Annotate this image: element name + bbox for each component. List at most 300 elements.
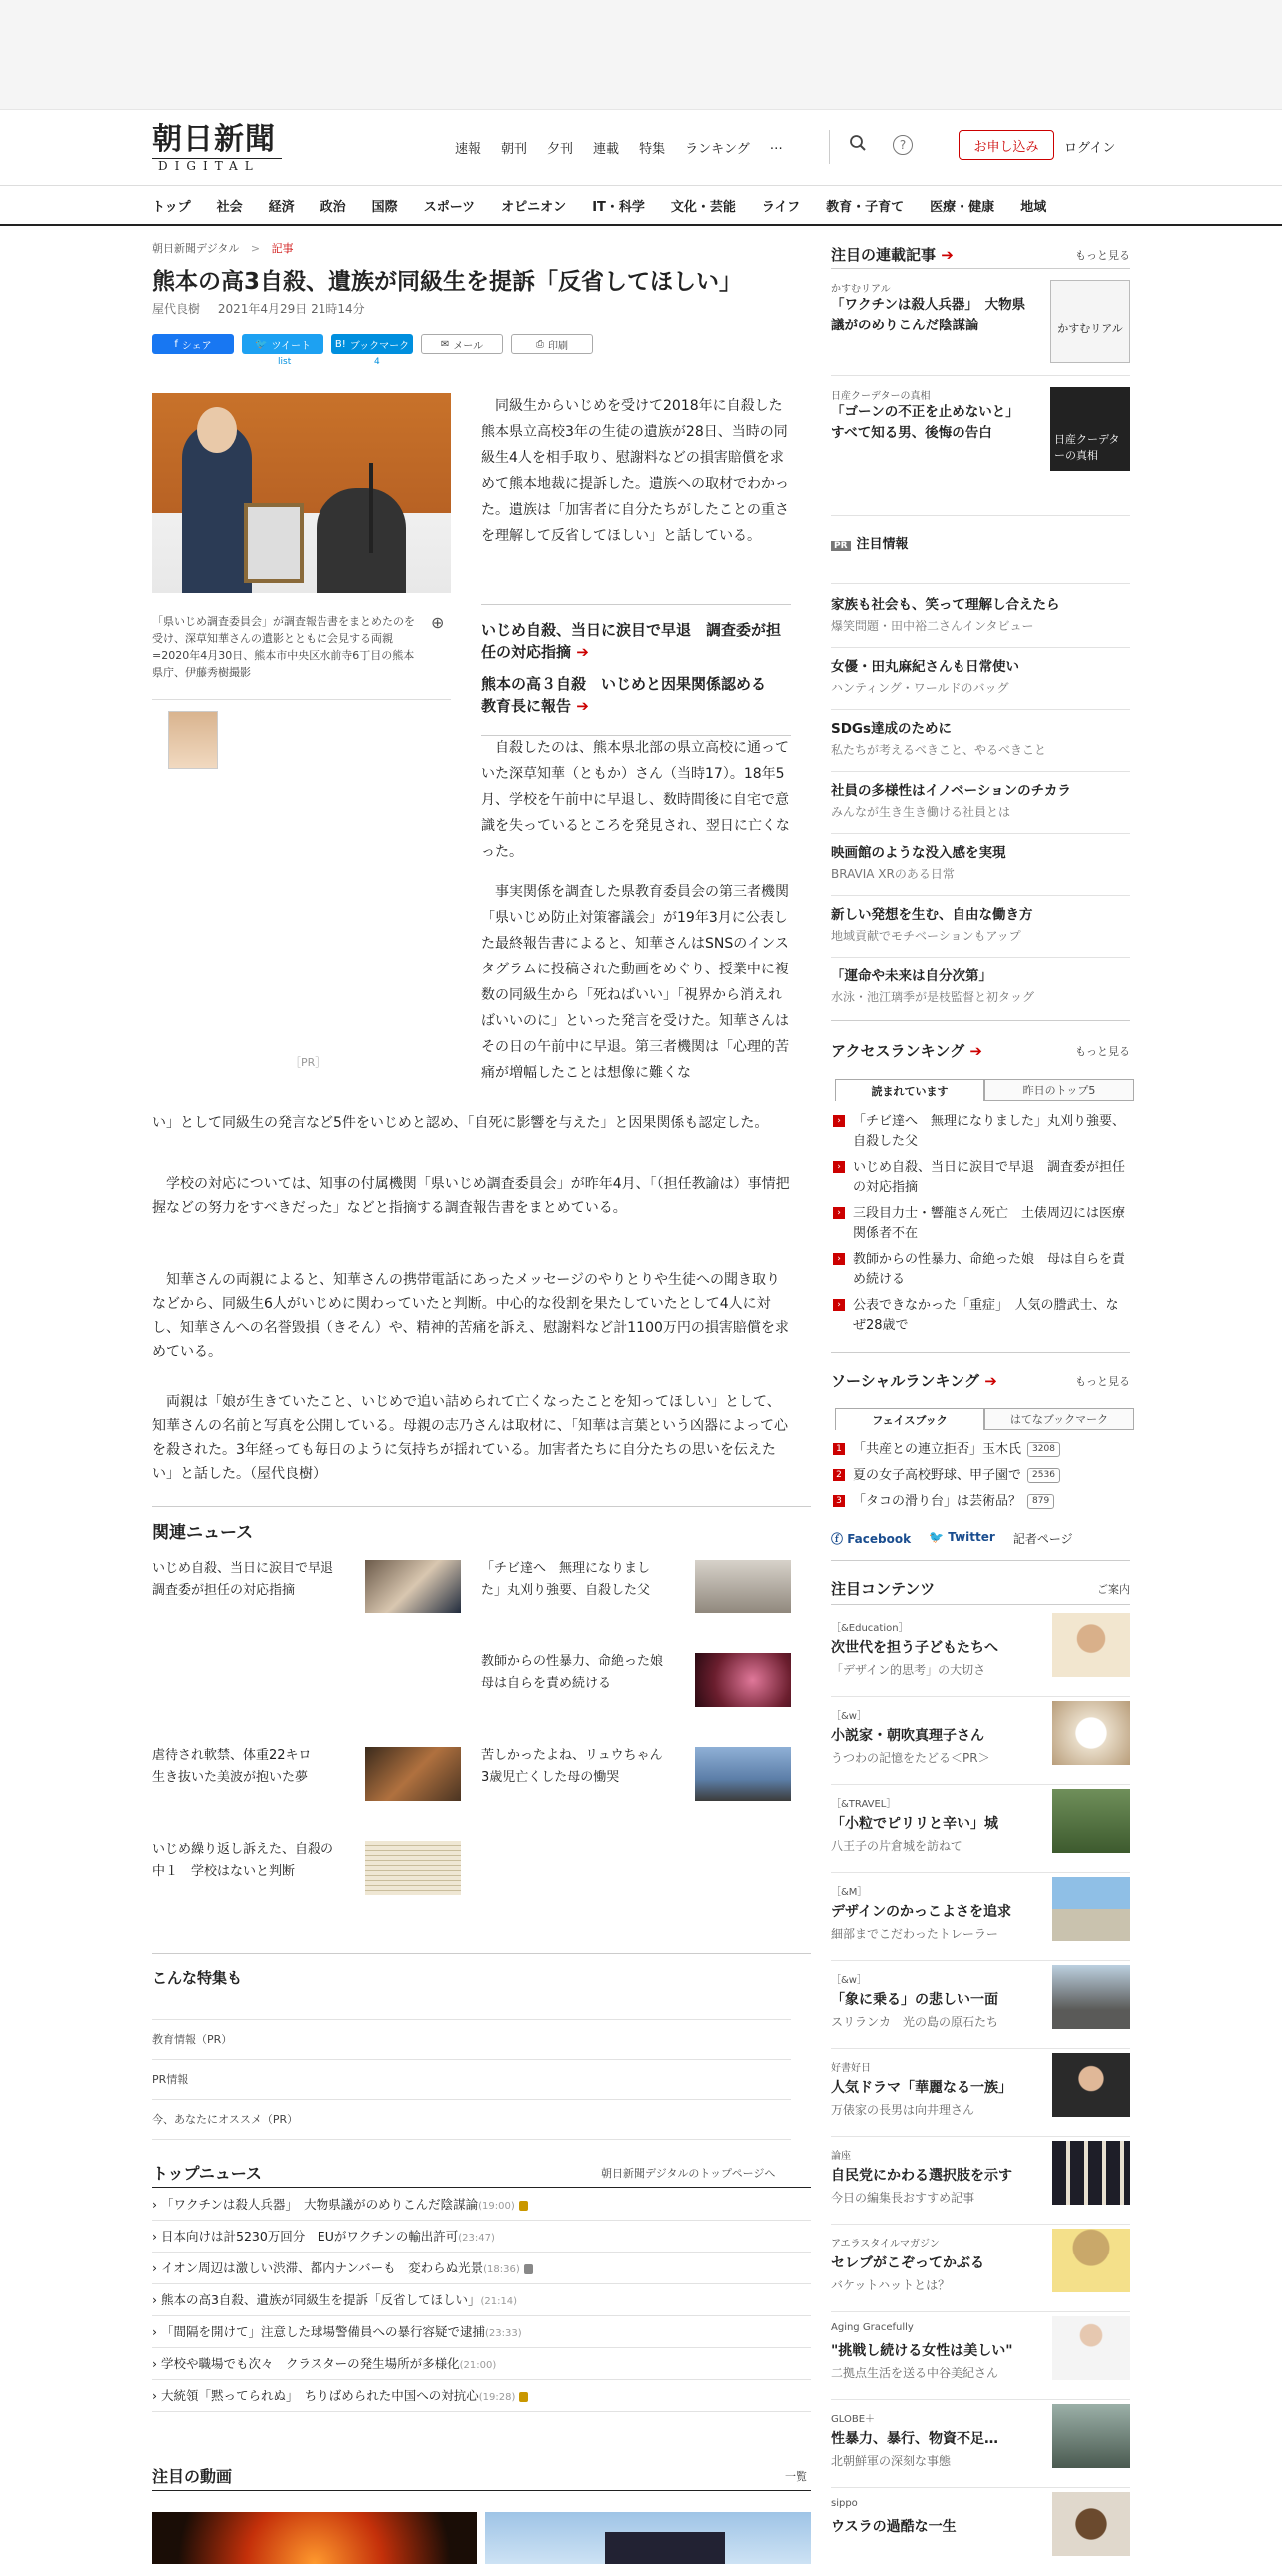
content-cat: sippo xyxy=(831,2498,858,2509)
related-link-2[interactable] xyxy=(481,673,791,717)
breadcrumb xyxy=(152,240,294,256)
rank-number-icon: 1 xyxy=(833,1443,845,1455)
topnav-ranking[interactable]: ランキング xyxy=(685,142,750,157)
content-thumb xyxy=(1052,2141,1130,2205)
social-ranking-item[interactable] xyxy=(831,1492,1130,1512)
related-link-1[interactable] xyxy=(481,619,791,663)
rank-number-icon: › xyxy=(833,1161,845,1173)
serial-more-link[interactable]: もっと見る xyxy=(1075,248,1130,262)
facebook-share-label: シェア xyxy=(181,340,212,352)
content-thumb xyxy=(1052,1789,1130,1853)
rank-number-icon: 2 xyxy=(833,1469,845,1481)
nav-life[interactable]: ライフ xyxy=(761,199,801,215)
content-thumb xyxy=(1052,2053,1130,2117)
article-paragraph-3b: い」として同級生の発言など5件をいじめと認め、「自死に影響を与えた」と因果関係も認定した。 xyxy=(152,1115,769,1131)
related-news-heading: 関連ニュース xyxy=(152,1523,254,1543)
photo-portrait-frame xyxy=(244,503,304,583)
logo-main: 朝日新聞 xyxy=(152,122,276,157)
access-ranking-header xyxy=(831,1040,1130,1061)
pr-item-sub: BRAVIA XRのある日常 xyxy=(831,867,955,881)
tokushu-item[interactable]: PR情報 xyxy=(152,2073,189,2086)
twitter-icon: 🐦 xyxy=(929,1530,949,1544)
content-title: 「小粒でピリリと辛い」城 xyxy=(831,1816,998,1832)
content-item[interactable] xyxy=(831,2492,1130,2576)
content-header xyxy=(831,1578,1130,1599)
mail-label: メール xyxy=(453,340,484,352)
pr-item-title: 女優・田丸麻紀さんも日常使い xyxy=(831,659,1019,675)
ranking-item[interactable] xyxy=(831,1112,1130,1152)
content-title: 性暴力、暴行、物資不足… xyxy=(831,2431,998,2447)
content-cat: アエラスタイルマガジン xyxy=(831,2239,940,2250)
pr-item-sub: 爆笑問題・田中裕二さんインタビュー xyxy=(831,619,1034,633)
content-thumb xyxy=(1052,1613,1130,1677)
pr-item-title: SDGs達成のために xyxy=(831,721,953,737)
list-divider xyxy=(152,2059,791,2060)
share-count: 879 xyxy=(1027,1494,1054,1509)
related-link-1-text: いじめ自殺、当日に涙目で早退 調査委が担任の対応指摘 xyxy=(481,621,782,661)
top-ad-band xyxy=(0,0,1282,110)
ranking-item[interactable] xyxy=(831,1250,1130,1290)
twitter-follow-link[interactable] xyxy=(929,1530,995,1547)
serial-item-title: 「ゴーンの不正を止めないと」すべて知る男、後悔の告白 xyxy=(831,404,1019,441)
ranking-item-title: 公表できなかった「重症」 人気の謄武士、なぜ28歳で xyxy=(853,1298,1119,1333)
content-item[interactable] xyxy=(831,2229,1130,2312)
serial-item[interactable] xyxy=(831,280,1130,369)
header-icons xyxy=(849,134,913,156)
content-item[interactable] xyxy=(831,2141,1130,2225)
top-news-item[interactable] xyxy=(152,2253,811,2284)
top-news-title: 日本向けは計5230万回分 EUがワクチンの輸出許可 xyxy=(160,2229,459,2244)
pr-item[interactable] xyxy=(831,657,1130,698)
ranking-item-title: いじめ自殺、当日に涙目で早退 調査委が担任の対応指摘 xyxy=(853,1160,1126,1195)
related-news-thumb[interactable] xyxy=(695,1653,791,1707)
nav-international[interactable]: 国際 xyxy=(371,199,398,215)
ranking-item-title: 「チビ達へ 無理になりました」丸刈り強要、自殺した父 xyxy=(853,1114,1126,1149)
ranking-item-title: 教師からの性暴力、命絶った娘 母は自らを責め続ける xyxy=(853,1252,1126,1287)
tokushu-heading: こんな特集も xyxy=(152,1969,243,1987)
related-news-thumb[interactable] xyxy=(695,1747,791,1801)
pr-ad-label: ［PR］ xyxy=(290,1056,326,1069)
content-info-link[interactable]: ご案内 xyxy=(1097,1582,1130,1596)
content-title: 「象に乗る」の悲しい一面 xyxy=(831,1992,998,2008)
top-news-time: (18:36) xyxy=(483,2264,520,2275)
pr-badge: PR xyxy=(831,541,851,551)
sidebar-divider xyxy=(831,895,1130,896)
hatena-bookmark-button[interactable] xyxy=(331,334,413,354)
pr-item-title: 家族も社会も、笑って理解し合えたら xyxy=(831,597,1060,613)
ranking-item-title: 三段目力士・響龍さん死亡 土俵周辺には医療関係者不在 xyxy=(853,1206,1126,1241)
videos-divider xyxy=(152,2490,811,2491)
search-icon[interactable] xyxy=(849,134,867,156)
pr-item[interactable] xyxy=(831,966,1130,1007)
lock-icon xyxy=(519,2201,528,2211)
rank-number-icon: 3 xyxy=(833,1495,845,1507)
top-news-time: (23:47) xyxy=(458,2233,495,2244)
topnav-yukan[interactable]: 夕刊 xyxy=(547,142,574,157)
content-thumb xyxy=(1052,1877,1130,1941)
serial-item-category: 日産クーデターの真相 xyxy=(831,391,931,402)
ranking-item[interactable] xyxy=(831,1158,1130,1198)
content-title: 次世代を担う子どもたちへ xyxy=(831,1640,998,1656)
article-paragraph-6: 両親は「娘が生きていたこと、いじめで追い詰められて亡くなったことを知ってほしい」として、知華さんの名前と写真を公開している。母親の志乃さんは取材に、「知華は言葉という凶器によって心を殺された。3年経っても毎日のように気持ちが揺れている。加害者たちに自分たちの思いを伝えたい」と話した。（屋代良樹） xyxy=(152,1394,788,1482)
print-label: 印刷 xyxy=(548,340,568,352)
list-divider xyxy=(152,2019,791,2020)
subscribe-button[interactable]: お申し込み xyxy=(959,130,1054,160)
twitter-icon: 🐦 xyxy=(255,338,268,350)
content-title: デザインのかっこよさを追求 xyxy=(831,1904,1012,1920)
nav-politics[interactable]: 政治 xyxy=(320,199,346,215)
content-heading: 注目コンテンツ xyxy=(831,1580,936,1598)
related-news-item[interactable]: 苦しかったよね、リュウちゃん 3歳児亡くした母の慟哭 xyxy=(481,1748,676,1785)
top-news-time: (23:33) xyxy=(485,2328,522,2339)
video-thumb-train[interactable] xyxy=(485,2512,811,2564)
top-news-item[interactable] xyxy=(152,2221,811,2253)
content-cat: ［&TRAVEL］ xyxy=(831,1799,897,1810)
rank-number-icon: › xyxy=(833,1253,845,1265)
tokushu-item[interactable]: 教育情報（PR） xyxy=(152,2033,233,2046)
article-photo[interactable] xyxy=(152,393,451,593)
content-title: 人気ドラマ「華麗なる一族」 xyxy=(831,2080,1012,2096)
content-item[interactable] xyxy=(831,2053,1130,2137)
content-sub: 万俵家の長男は向井理さん xyxy=(831,2103,975,2117)
top-news-item[interactable] xyxy=(152,2284,811,2316)
top-news-time: (19:00) xyxy=(478,2201,515,2212)
top-page-link[interactable]: 朝日新聞デジタルのトップページへ xyxy=(601,2167,776,2180)
nav-economy[interactable]: 経済 xyxy=(268,199,295,215)
arrow-right-icon: ➔ xyxy=(576,697,589,715)
ranking-item[interactable] xyxy=(831,1296,1130,1336)
sidebar-divider xyxy=(831,1352,1130,1353)
topnav-rensai[interactable]: 連載 xyxy=(593,142,620,157)
sidebar-divider xyxy=(831,1560,1130,1561)
social-ranking-item[interactable] xyxy=(831,1440,1130,1460)
nav-education[interactable]: 教育・子育て xyxy=(826,199,905,215)
top-news-heading: トップニュース xyxy=(152,2164,262,2183)
pr-item[interactable] xyxy=(831,781,1130,822)
site-logo[interactable] xyxy=(152,124,282,173)
tokushu-item[interactable]: 今、あなたにオススメ（PR） xyxy=(152,2113,299,2126)
more-menu-icon[interactable]: … xyxy=(769,138,783,153)
nav-region[interactable]: 地域 xyxy=(1020,199,1047,215)
mail-icon: ✉ xyxy=(440,338,450,350)
pr-item[interactable] xyxy=(831,905,1130,946)
sidebar-divider xyxy=(831,1604,1130,1605)
chevron-right-icon: › xyxy=(152,2356,161,2371)
content-sub: 八王子の片倉城を訪ねて xyxy=(831,1839,962,1853)
serial-header xyxy=(831,244,1130,265)
social-tabs xyxy=(835,1408,1134,1430)
print-button[interactable] xyxy=(511,334,593,354)
twitter-link-label: Twitter xyxy=(948,1530,995,1544)
article-paragraph-4: 学校の対応については、知事の付属機関「県いじめ調査委員会」が昨年4月、「（担任教諭は）事情把握などの努力をすべきだった」などと指摘する調査報告書をまとめている。 xyxy=(152,1176,790,1216)
facebook-follow-link[interactable] xyxy=(831,1530,911,1547)
top-news-item[interactable] xyxy=(152,2316,811,2348)
top-news-time: (19:28) xyxy=(478,2392,516,2403)
photo-person-mother xyxy=(317,488,406,593)
sidebar-divider xyxy=(831,515,1130,516)
content-title: "挑戦し続ける女性は美しい" xyxy=(831,2343,1013,2359)
article-paragraph-5: 知華さんの両親によると、知華さんの携帯電話にあったメッセージのやりとりや生徒への聞き取りなどから、同級生6人がいじめに関わっていたと判断。中心的な役割を果たしていたとして4人に対し、知華さんへの名誉毀損（きそん）や、精神的苦痛を訴え、慰謝料など計1100万円の損害賠償を求めている。 xyxy=(152,1272,789,1360)
top-news-title: 熊本の高3自殺、遺族が同級生を提訴「反省してほしい」 xyxy=(160,2292,481,2307)
hatena-label: ブックマーク xyxy=(349,340,410,352)
related-news-item[interactable]: いじめ繰り返し訴えた、自殺の中１ 学校はないと判断 xyxy=(152,1842,334,1879)
related-news-thumb[interactable] xyxy=(365,1841,461,1895)
content-thumb xyxy=(1052,2316,1130,2380)
access-more-link[interactable]: もっと見る xyxy=(1075,1044,1130,1058)
related-news-thumb[interactable] xyxy=(365,1560,461,1613)
social-ranking-item[interactable] xyxy=(831,1466,1130,1486)
related-news-thumb[interactable] xyxy=(695,1560,791,1613)
header-divider xyxy=(829,130,830,164)
content-cat: GLOBE＋ xyxy=(831,2414,876,2425)
content-item[interactable] xyxy=(831,1789,1130,1873)
topnav-tokushu[interactable]: 特集 xyxy=(639,142,666,157)
tweet-button[interactable] xyxy=(242,334,323,354)
sidebar-divider xyxy=(831,957,1130,958)
chevron-right-icon: › xyxy=(152,2324,161,2339)
pr-heading: 注目情報 xyxy=(856,537,909,552)
facebook-share-button[interactable] xyxy=(152,334,234,354)
serial-item-category: かすむリアル xyxy=(831,284,891,295)
pr-item-sub: 私たちが考えるべきこと、やるべきこと xyxy=(831,743,1047,757)
content-sub: うつわの記憶をたどる＜PR＞ xyxy=(831,1751,990,1765)
publish-date: 2021年4月29日 21時14分 xyxy=(217,302,365,316)
serial-item[interactable] xyxy=(831,387,1130,477)
top-news-title: 「間隔を開けて」注意した球場警備員への暴行容疑で逮捕 xyxy=(160,2324,485,2339)
related-news-item[interactable]: 教師からの性暴力、命絶った娘 母は自らを責め続ける xyxy=(481,1654,677,1691)
journalist-page-link[interactable]: 記者ページ xyxy=(1012,1532,1073,1546)
content-item[interactable] xyxy=(831,1877,1130,1961)
topnav-choukan[interactable]: 朝刊 xyxy=(501,142,528,157)
hatena-icon: B! xyxy=(334,338,346,350)
content-cat: ［&w］ xyxy=(831,1711,867,1722)
content-title: 小説家・朝吹真理子さん xyxy=(831,1728,984,1744)
pr-item-sub: みんなが生き生き働ける社員とは xyxy=(831,805,1011,819)
top-news-time: (21:14) xyxy=(480,2296,518,2307)
tab-facebook[interactable]: フェイスブック xyxy=(835,1408,984,1430)
sidebar-divider xyxy=(831,268,1130,269)
top-news-item[interactable] xyxy=(152,2380,811,2412)
videos-more-link[interactable]: 一覧 xyxy=(785,2470,807,2483)
arrow-right-icon: ➔ xyxy=(941,246,954,264)
content-cat: ［&w］ xyxy=(831,1975,867,1986)
nav-culture[interactable]: 文化・芸能 xyxy=(670,199,736,215)
lock-icon xyxy=(519,2392,528,2402)
facebook-link-label: Facebook xyxy=(847,1532,912,1546)
content-sub: 細部までこだわったトレーラー xyxy=(831,1927,998,1941)
pr-item[interactable] xyxy=(831,595,1130,636)
login-link[interactable]: ログイン xyxy=(1064,141,1116,156)
tweet-label: ツイート xyxy=(271,340,311,352)
content-cat: 好書好日 xyxy=(831,2063,871,2074)
nav-it-science[interactable]: IT・科学 xyxy=(592,199,645,215)
photo-person-head xyxy=(197,407,237,453)
related-news-item[interactable]: いじめ自殺、当日に涙目で早退 調査委が担任の対応指摘 xyxy=(152,1561,347,1598)
facebook-icon: f xyxy=(174,338,178,350)
sidebar-divider xyxy=(831,375,1130,376)
topnav-sokuho[interactable]: 速報 xyxy=(455,142,482,157)
top-news-title: 学校や職場でも次々 クラスターの発生場所が多様化 xyxy=(160,2356,460,2371)
content-sub: 「デザイン的思考」の大切さ xyxy=(831,1663,986,1677)
pr-item-sub: 地域貢献でモチベーションもアップ xyxy=(831,929,1021,943)
content-cat: ［&M］ xyxy=(831,1887,868,1898)
zoom-icon[interactable]: ⊕ xyxy=(431,613,445,632)
chevron-right-icon: › xyxy=(152,2260,161,2275)
related-news-item[interactable]: 虐待され軟禁、体重22キロ 生き抜いた美波が抱いた夢 xyxy=(152,1748,324,1785)
sidebar-divider xyxy=(831,1020,1130,1021)
section-divider xyxy=(152,1506,811,1507)
train-shape xyxy=(605,2532,725,2564)
videos-heading: 注目の動画 xyxy=(152,2467,233,2486)
tab-yesterday-top5[interactable]: 昨日のトップ5 xyxy=(984,1079,1134,1101)
share-count: 2536 xyxy=(1027,1468,1060,1483)
arrow-right-icon: ➔ xyxy=(969,1042,982,1060)
pr-item[interactable] xyxy=(831,843,1130,884)
content-item[interactable] xyxy=(831,1701,1130,1785)
top-news-item[interactable] xyxy=(152,2348,811,2380)
serial-heading: 注目の連載記事 xyxy=(831,246,937,264)
chevron-right-icon: › xyxy=(152,2229,161,2244)
content-thumb xyxy=(1052,1965,1130,2029)
access-ranking-heading: アクセスランキング xyxy=(831,1042,965,1060)
pr-item[interactable] xyxy=(831,719,1130,760)
byline xyxy=(152,300,379,317)
social-item-title: 夏の女子高校野球、甲子園で xyxy=(853,1468,1022,1483)
share-count: 3208 xyxy=(1027,1442,1060,1457)
tab-most-read[interactable]: 読まれています xyxy=(835,1079,984,1101)
content-thumb xyxy=(1052,2492,1130,2556)
social-more-link[interactable]: もっと見る xyxy=(1075,1374,1130,1388)
rank-number-icon: › xyxy=(833,1299,845,1311)
content-cat: ［&Education］ xyxy=(831,1623,909,1634)
top-nav xyxy=(455,138,783,157)
site-header xyxy=(0,110,1282,185)
list-divider xyxy=(152,2139,791,2140)
social-item-title: 「共産との連立拒否」玉木氏 xyxy=(853,1442,1022,1457)
facebook-icon: ⓕ xyxy=(831,1532,848,1546)
social-item-title: 「タコの滑り台」は芸術品？ xyxy=(853,1494,1022,1509)
content-sub: 二拠点生活を送る中谷美紀さん xyxy=(831,2366,999,2380)
content-sub: 今日の編集長おすすめ記事 xyxy=(831,2191,975,2205)
nav-society[interactable]: 社会 xyxy=(216,199,243,215)
sidebar-divider xyxy=(831,771,1130,772)
tweet-list-link[interactable]: list xyxy=(278,357,292,367)
print-icon: ⎙ xyxy=(536,338,544,350)
serial-item-title: 「ワクチンは殺人兵器」 大物県議がのめりこんだ陰謀論 xyxy=(831,297,1026,333)
pr-item-title: 映画館のような没入感を実現 xyxy=(831,845,1006,861)
related-news-item[interactable]: 「チビ達へ 無理になりました」丸刈り強要、自殺した父 xyxy=(481,1561,651,1598)
top-news-item[interactable] xyxy=(152,2189,811,2221)
article-title: 熊本の高3自殺、遺族が同級生を提訴「反省してほしい」 xyxy=(152,269,743,295)
caption-divider xyxy=(152,699,451,700)
content-title: セレブがこぞってかぶる xyxy=(831,2255,984,2271)
share-bar xyxy=(152,334,593,354)
content-sub: 北朝鮮軍の深刻な事態 xyxy=(831,2454,952,2468)
content-thumb xyxy=(1052,2404,1130,2468)
pr-item-sub: ハンティング・ワールドのバッグ xyxy=(831,681,1009,695)
content-item[interactable] xyxy=(831,1613,1130,1697)
content-title: 自民党にかわる選択肢を示す xyxy=(831,2168,1012,2184)
serial-thumb: 日産クーデターの真相 xyxy=(1050,387,1130,471)
section-divider xyxy=(152,1953,811,1954)
article-paragraph-2: 自殺したのは、熊本県北部の県立高校に通っていた深草知華（ともか）さん（当時17）。18年5月、学校を午前中に早退し、数時間後に自宅で意識を失っているところを発見され、翌日に亡くなった。 xyxy=(481,740,790,860)
mail-button[interactable] xyxy=(421,334,503,354)
arrow-right-icon: ➔ xyxy=(984,1372,997,1390)
photo-microphone xyxy=(369,463,373,553)
pr-item-title: 新しい発想を生む、自由な働き方 xyxy=(831,907,1033,923)
breadcrumb-separator: > xyxy=(250,242,261,255)
content-item[interactable] xyxy=(831,2404,1130,2488)
content-thumb xyxy=(1052,1701,1130,1765)
article-paragraph-3a: 事実関係を調査した県教育委員会の第三者機関「県いじめ防止対策審議会」が19年3月に公表した最終報告書によると、知華さんはSNSのインスタグラムに投稿された動画をめぐり、授業中に複数の同級生から「死ねばいい」「視界から消えればいいのに」といった発言を受けた。知華さんはその日の午前中に早退。第三者機関は「心理的苦痛が増幅したことは想像に難くな xyxy=(481,884,789,1081)
related-link-2-text: 熊本の高３自殺 いじめと因果関係認める 教育長に報告 xyxy=(481,675,782,715)
pr-item-title: 社員の多様性はイノベーションのチカラ xyxy=(831,783,1071,799)
social-ranking-heading: ソーシャルランキング xyxy=(831,1372,979,1390)
nav-top[interactable]: トップ xyxy=(152,199,191,215)
lock-icon xyxy=(524,2264,533,2274)
top-news-title: 大統領「黙ってられぬ」 ちりばめられた中国への対抗心 xyxy=(160,2388,479,2403)
sidebar-divider xyxy=(831,647,1130,648)
chevron-right-icon: › xyxy=(152,2388,161,2403)
arrow-right-icon: ➔ xyxy=(576,643,589,661)
nav-sports[interactable]: スポーツ xyxy=(423,199,476,215)
top-news-title: 「ワクチンは殺人兵器」 大物県議がのめりこんだ陰謀論 xyxy=(160,2197,479,2212)
rank-number-icon: › xyxy=(833,1207,845,1219)
related-links-box xyxy=(481,604,791,736)
sidebar-divider xyxy=(831,583,1130,584)
content-sub: バケットハットとは？ xyxy=(831,2278,951,2292)
photo-thumbnail[interactable] xyxy=(168,711,218,769)
article-paragraph-1: 同級生からいじめを受けて2018年に自殺した熊本県立高校3年の生徒の遺族が28日、当時の同級生4人を相手取り、慰謝料などの損害賠償を求めて熊本地裁に提訴した。遺族への取材でわかった。遺族は「加害者に自分たちがしたことの重さを理解して反省してほしい」と話している。 xyxy=(481,398,789,544)
rank-number-icon: › xyxy=(833,1115,845,1127)
content-cat: 論座 xyxy=(831,2151,851,2162)
content-item[interactable] xyxy=(831,1965,1130,2049)
help-icon[interactable]: ? xyxy=(893,135,913,155)
list-divider xyxy=(152,2099,791,2100)
nav-health[interactable]: 医療・健康 xyxy=(930,199,995,215)
sidebar-divider xyxy=(831,833,1130,834)
author: 屋代良樹 xyxy=(152,302,201,316)
photo-caption: 「県いじめ調査委員会」が調査報告書をまとめたのを受け、深草知華さんの遺影とともに会見する両親=2020年4月30日、熊本市中央区水前寺6丁目の熊本県庁、伊藤秀樹撮影 xyxy=(152,615,415,679)
ranking-item[interactable] xyxy=(831,1204,1130,1244)
chevron-right-icon: › xyxy=(152,2197,161,2212)
pr-heading-row xyxy=(831,533,1130,552)
top-news-time: (21:00) xyxy=(459,2360,497,2371)
hatena-count[interactable]: 4 xyxy=(374,357,380,367)
social-ranking-header xyxy=(831,1370,1130,1391)
serial-thumb: かすむリアル xyxy=(1050,280,1130,363)
top-news-divider xyxy=(152,2187,811,2188)
social-follow-links xyxy=(831,1530,1073,1547)
access-tabs xyxy=(835,1079,1134,1101)
pr-item-title: 「運命や未来は自分次第」 xyxy=(831,968,992,984)
top-news-title: イオン周辺は激しい渋滞、都内ナンバーも 変わらぬ光景 xyxy=(160,2260,484,2275)
nav-opinion[interactable]: オピニオン xyxy=(501,199,567,215)
breadcrumb-current: 記事 xyxy=(271,242,294,255)
video-thumb-fireworks[interactable] xyxy=(152,2512,477,2564)
content-cat: Aging Gracefully xyxy=(831,2322,914,2333)
pr-item-sub: 水泳・池江璃季が是枝監督と初タッグ xyxy=(831,990,1035,1004)
content-title: ウスラの過酷な一生 xyxy=(831,2519,957,2535)
tab-hatena[interactable]: はてなブックマーク xyxy=(984,1408,1134,1430)
chevron-right-icon: › xyxy=(152,2292,161,2307)
sidebar-divider xyxy=(831,709,1130,710)
logo-sub: DIGITAL xyxy=(152,158,282,173)
content-item[interactable] xyxy=(831,2316,1130,2400)
breadcrumb-site[interactable]: 朝日新聞デジタル xyxy=(152,242,240,255)
content-thumb xyxy=(1052,2229,1130,2292)
related-news-thumb[interactable] xyxy=(365,1747,461,1801)
